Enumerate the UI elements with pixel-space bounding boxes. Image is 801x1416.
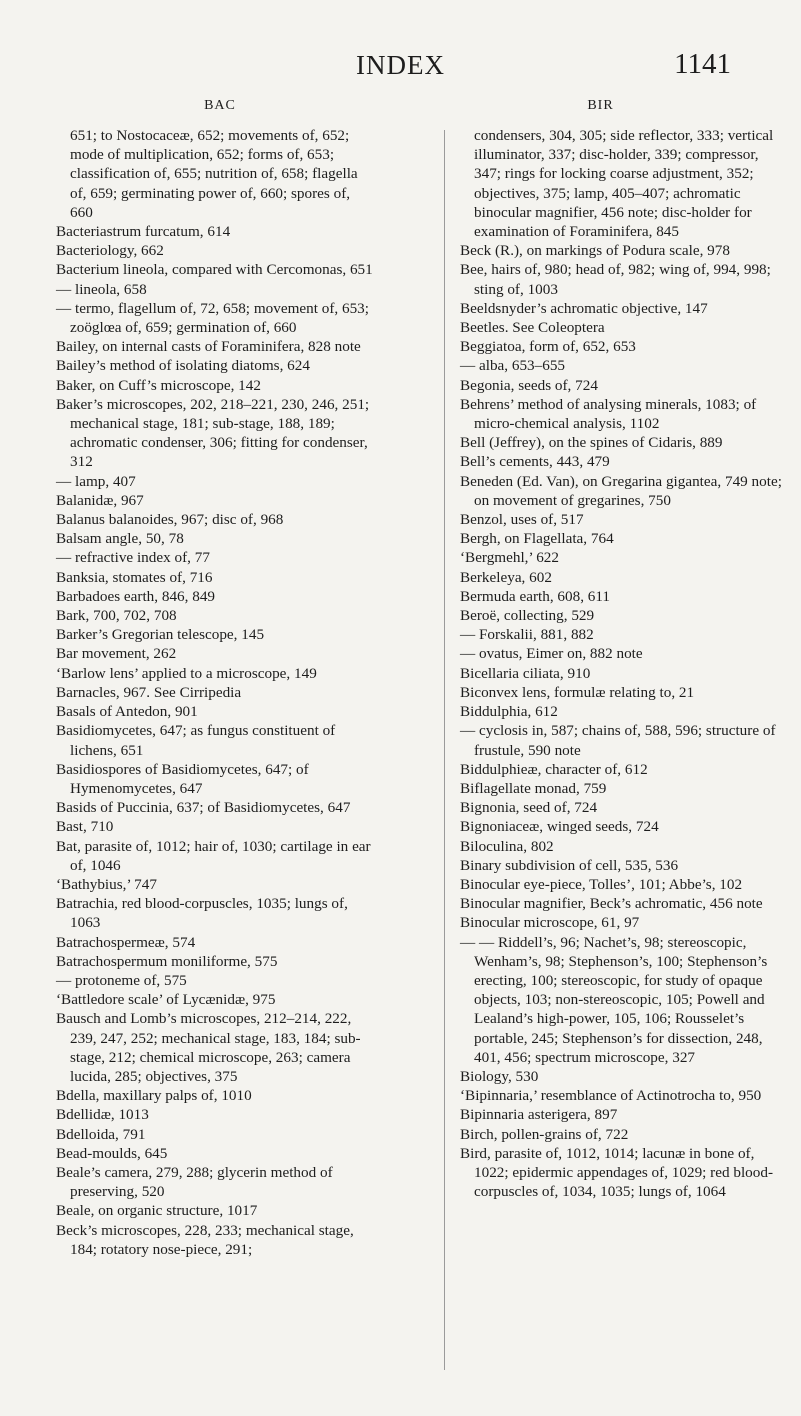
index-entry: Beroë, collecting, 529 (460, 607, 595, 625)
page-title: INDEX (356, 50, 445, 80)
index-entry: Biddulphieæ, character of, 612 (460, 760, 648, 778)
index-entry: — termo, flagellum of, 72, 658; movement of, 653; zoöglœa of, 659; germination of, 660 (56, 299, 369, 337)
index-entry: Bausch and Lomb’s microscopes, 212–214, 222, 239, 247, 252; mechanical stage, 183, 184; sub-stage, 212; chemical microscope, 263; camera lucida, 285; objectives, 375 (56, 1010, 361, 1085)
index-entry: Basids of Puccinia, 637; of Basidiomycetes, 647 (56, 799, 351, 817)
index-entry: Barbadoes earth, 846, 849 (56, 587, 216, 605)
left-running-head: BAC (204, 98, 236, 113)
index-entry: Balsam angle, 50, 78 (56, 530, 184, 548)
index-entry: Beale’s camera, 279, 288; glycerin method of preserving, 520 (56, 1163, 333, 1201)
index-entry: Beeldsnyder’s achromatic objective, 147 (460, 299, 708, 317)
index-entry: Bdella, maxillary palps of, 1010 (56, 1087, 252, 1105)
index-entry: Bird, parasite of, 1012, 1014; lacunæ in bone of, 1022; epidermic appendages of, 1029; red blood-corpuscles of, 1034, 1035; lungs of, 1064 (460, 1144, 774, 1201)
index-entry: Bermuda earth, 608, 611 (460, 587, 611, 605)
index-entry: Begonia, seeds of, 724 (460, 376, 598, 394)
index-entry: Beale, on organic structure, 1017 (56, 1202, 258, 1220)
index-entry: — alba, 653–655 (460, 357, 566, 375)
index-entry: Biddulphia, 612 (460, 703, 558, 721)
index-entry: — — Riddell’s, 96; Nachet’s, 98; stereoscopic, Wenham’s, 98; Stephenson’s, 100; Stephenson’s erecting, 100; stereoscopic, for study of opaque objects, 103; non-stereoscopic, 105; Powell and Lealand’s high-power, 105, 106; Rousselet’s portable, 245; Stephenson’s for dissection, 248, 401, 456; spectrum microscope, 327 (460, 933, 768, 1066)
index-entry: Biflagellate monad, 759 (460, 779, 607, 797)
index-entry: Batrachospermeæ, 574 (56, 933, 196, 951)
right-index-column (460, 126, 782, 1201)
index-entry: Bignonia, seed of, 724 (460, 799, 598, 817)
index-entry: Binocular microscope, 61, 97 (460, 914, 640, 932)
index-entry: ‘Bipinnaria,’ resemblance of Actinotrocha to, 950 (460, 1087, 762, 1105)
index-entry: Bar movement, 262 (56, 645, 177, 663)
index-entry: Bell’s cements, 443, 479 (460, 453, 610, 471)
index-entry: Basals of Antedon, 901 (56, 703, 198, 721)
index-entry: ‘Bergmehl,’ 622 (460, 549, 559, 567)
index-entry: Biloculina, 802 (460, 837, 554, 855)
index-entry: Baker’s microscopes, 202, 218–221, 230, 246, 251; mechanical stage, 181; sub-stage, 188, 189; achromatic condenser, 306; fitting for condenser, 312 (56, 395, 370, 471)
index-entry: — lamp, 407 (56, 472, 136, 490)
index-entry: Bailey, on internal casts of Foraminifera, 828 note (56, 338, 361, 356)
index-entry: Bicellaria ciliata, 910 (460, 664, 591, 682)
index-entry: Bergh, on Flagellata, 764 (460, 530, 614, 548)
index-entry: — lineola, 658 (56, 280, 147, 298)
index-entry: Bell (Jeffrey), on the spines of Cidaris, 889 (460, 434, 723, 452)
index-entry: — Forskalii, 881, 882 (460, 626, 594, 644)
index-entry: Bdelloida, 791 (56, 1125, 146, 1143)
index-entry: Bark, 700, 702, 708 (56, 607, 177, 625)
index-entry: ‘Battledore scale’ of Lycænidæ, 975 (56, 991, 276, 1009)
index-entry: Binary subdivision of cell, 535, 536 (460, 856, 679, 874)
right-running-head: BIR (587, 98, 614, 113)
index-entry: — refractive index of, 77 (56, 549, 210, 567)
index-entry: Balanidæ, 967 (56, 491, 144, 509)
index-entry: Bipinnaria asterigera, 897 (460, 1106, 618, 1124)
index-entry: Biology, 530 (460, 1067, 539, 1085)
index-entry: Biconvex lens, formulæ relating to, 21 (460, 683, 695, 701)
index-entry: Birch, pollen-grains of, 722 (460, 1125, 629, 1143)
index-entry: Basidiomycetes, 647; as fungus constituent of lichens, 651 (56, 722, 336, 759)
index-entry: — ovatus, Eimer on, 882 note (460, 645, 643, 663)
index-entry: Beck (R.), on markings of Podura scale, 978 (460, 242, 730, 260)
index-entry: Beggiatoa, form of, 652, 653 (460, 338, 636, 356)
index-entry: Beneden (Ed. Van), on Gregarina gigantea, 749 note; on movement of gregarines, 750 (460, 472, 782, 509)
index-entry: Bdellidæ, 1013 (56, 1106, 149, 1124)
index-entry: Bacteriology, 662 (56, 242, 164, 260)
index-entry: Beetles. See Coleoptera (460, 319, 605, 337)
index-entry: Batrachospermum moniliforme, 575 (56, 952, 278, 970)
index-entry: Balanus balanoides, 967; disc of, 968 (56, 511, 284, 529)
index-entry: Bat, parasite of, 1012; hair of, 1030; cartilage in ear of, 1046 (56, 837, 371, 874)
index-entry: Bast, 710 (56, 818, 114, 836)
index-entry: Bacteriastrum furcatum, 614 (56, 223, 231, 241)
index-entry: — cyclosis in, 587; chains of, 588, 596; structure of frustule, 590 note (460, 722, 776, 759)
index-entry: Beck’s microscopes, 228, 233; mechanical stage, 184; rotatory nose-piece, 291; (56, 1221, 354, 1258)
index-entry: ‘Bathybius,’ 747 (56, 875, 157, 893)
index-entry: — protoneme of, 575 (56, 971, 187, 989)
left-index-column (56, 126, 374, 1259)
index-entry: Benzol, uses of, 517 (460, 511, 584, 529)
index-entry: Bee, hairs of, 980; head of, 982; wing of, 994, 998; sting of, 1003 (460, 261, 771, 298)
index-entry: Bacterium lineola, compared with Cercomonas, 651 (56, 261, 373, 279)
index-entry: Batrachia, red blood-corpuscles, 1035; lungs of, 1063 (56, 895, 348, 932)
index-entry: Behrens’ method of analysing minerals, 1083; of micro-chemical analysis, 1102 (460, 395, 757, 433)
index-entry: Bailey’s method of isolating diatoms, 624 (56, 357, 310, 375)
column-divider (444, 130, 445, 1370)
page-number: 1141 (674, 48, 731, 80)
index-entry: Basidiospores of Basidiomycetes, 647; of Hymenomycetes, 647 (56, 760, 309, 797)
index-entry: condensers, 304, 305; side reflector, 333; vertical illuminator, 337; disc-holder, 339; compressor, 347; rings for locking coarse adjustment, 352; objectives, 375; lamp, 405–407; achromatic binocular magnifier, 456 note; disc-holder for examination of Foraminifera, 845 (474, 127, 774, 241)
index-entry: Baker, on Cuff’s microscope, 142 (56, 376, 261, 394)
index-entry: Berkeleya, 602 (460, 568, 552, 586)
index-entry: Binocular eye-piece, Tolles’, 101; Abbe’s, 102 (460, 875, 743, 893)
index-entry: Barnacles, 967. See Cirripedia (56, 683, 242, 701)
index-entry: Binocular magnifier, Beck’s achromatic, 456 note (460, 895, 763, 913)
index-entry: Barker’s Gregorian telescope, 145 (56, 626, 265, 644)
index-entry: Bignoniaceæ, winged seeds, 724 (460, 818, 659, 836)
index-entry: 651; to Nostocaceæ, 652; movements of, 652; mode of multiplication, 652; forms of, 653; classification of, 655; nutrition of, 658; flagella of, 659; germinating power of, 660; spores of, 660 (70, 127, 358, 221)
index-entry: Banksia, stomates of, 716 (56, 568, 213, 586)
index-entry: Bead-moulds, 645 (56, 1144, 168, 1162)
index-entry: ‘Barlow lens’ applied to a microscope, 149 (56, 664, 317, 682)
